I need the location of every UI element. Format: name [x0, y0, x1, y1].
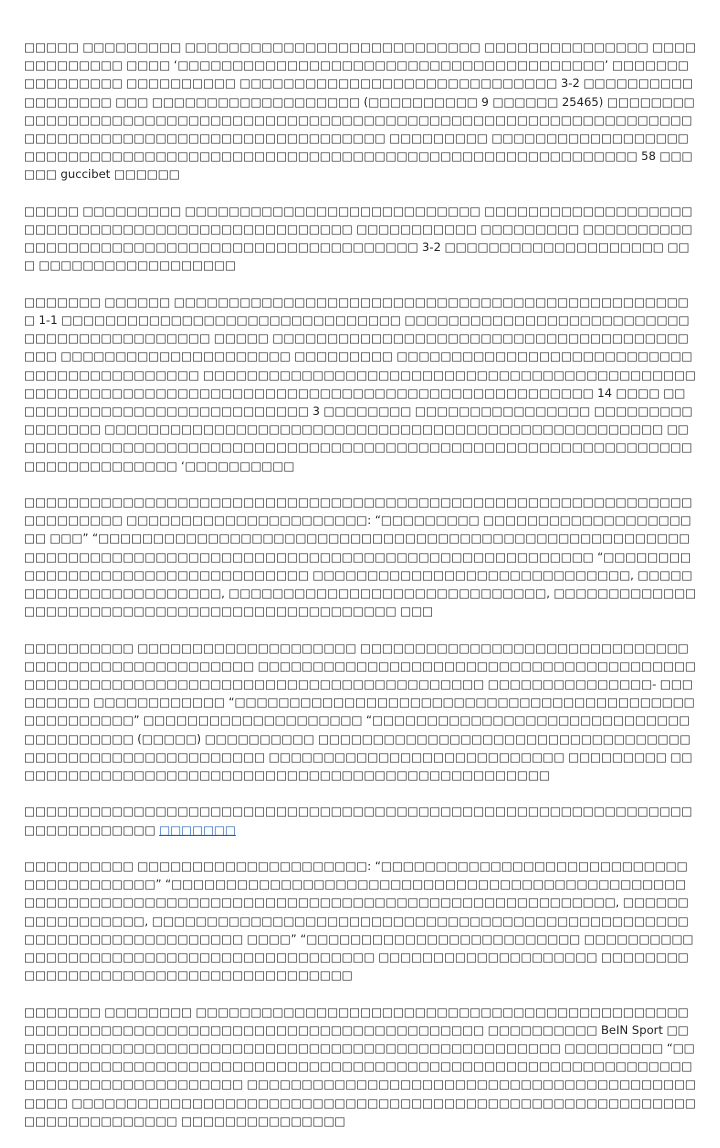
article-paragraph-5: □□□□□□□□□□ □□□□□□□□□□□□□□□□□□□□ □□□□□□□□□□□□□□□□□□□□□□□□□□□□□□□□□□□□□□□□□□□□□□□□□□□ □□□□□□□□□□□□□□□□□□□□□□□□□□□□□□□□□□□□□□□□□□□□□□□□□□□□□□□□□□□□□□□□□□□□□□□□□□□□□□□□□□ □□□□□□□□□□□□□□□- □□□□□□□□□ □□□□□□□□□□□□ “□□□□□□□□□□□□□□□□□□□□□□□□□□□□□□□□□□□□□□□□□□□□□□□□□□□□” □□□□□□□□□□□□□□□□□□□□ “□□□□□□□□□□□□□□□□□□□□□□□□□□□□□□□□□□□□□□□ (□□□□□) □□□□□□□□□□ □□□□□□□□□□□□□□□□□□□□□□□□□□□□□□□□□□□□□□□□□□□□□□□□□□□□□□□□ □□□□□□□□□□□□□□□□□□□□□□□□□□□ □□□□□□□□□ □□□□□□□□□□□□□□□□□□□□□□□□□□□□□□□□□□□□□□□□□□□□□□□□□□: [24, 640, 696, 783]
article-paragraph-4: □□□□□□□□□□□□□□□□□□□□□□□□□□□□□□□□□□□□□□□□□□□□□□□□□□□□□□□□□□□□□□□□□□□□□□ □□□□□□□□□□□□□□□□□□□□□□: “□□□□□□□□□ □□□□□□□□□□□□□□□□□□□□□ □□□” “□□□□□□□□□□□□□□□□□□□□□□□□□□□□□□□□□□□□□□□□□□□□□□□□□□□□□□□□□□□□□□□□□□□□□□□□□□□□□□□□□□□□□□□□□□□□□□□□□□□□□□□□□□ “□□□□□□□□□□□□□□□□□□□□□□□□□□□□□□□□□□ □□□□□□□□□□□□□□□□□□□□□□□□□□□□□, □□□□□□□□□□□□□□□□□□□□□□□, □□□□□□□□□□□□□□□□□□□□□□□□□□□□□, □□□□□□□□□□□□□□□□□□□□□□□□□□□□□□□□□□□□□□□□□□□□□□□ □□□: [24, 495, 696, 619]
article-body: [24, 38, 696, 1148]
article-paragraph-1: □□□□□ □□□□□□□□□ □□□□□□□□□□□□□□□□□□□□□□□□□□□ □□□□□□□□□□□□□□□ □□□□□□□□□□□□□ □□□□ ‘□□□□□□□□□□□□□□□□□□□□□□□□□□□□□□□□□□□□□□□’ □□□□□□□□□□□□□□□□ □□□□□□□□□□ □□□□□□□□□□□□□□□□□□□□□□□□□□□□□ 3-2 □□□□□□□□□□□□□□□□□□ □□□ □□□□□□□□□□□□□□□□□□□ (□□□□□□□□□□ 9 □□□□□□ 25465) □□□□□□□□□□□□□□□□□□□□□□□□□□□□□□□□□□□□□□□□□□□□□□□□□□□□□□□□□□□□□□□□□□□□□□□□□□□□□□□□□□□□□□□□□□□□□□□□□□□□□□ □□□□□□□□□ □□□□□□□□□□□□□□□□□□□□□□□□□□□□□□□□□□□□□□□□□□□□□□□□□□□□□□□□□□□□□□□□□□□□□□□□□□ 58 □□□□□□ guccibet □□□□□□: [24, 40, 696, 182]
article-paragraph-7: □□□□□□□□□□ □□□□□□□□□□□□□□□□□□□□□: “□□□□□□□□□□□□□□□□□□□□□□□□□□□□□□□□□□□□□□□□” “□□□□□□□□□□□□□□□□□□□□□□□□□□□□□□□□□□□□□□□□□□□□□□□□□□□□□□□□□□□□□□□□□□□□□□□□□□□□□□□□□□□□□□□□□□□□□□□□□□□□□, □□□□□□□□□□□□□□□□□, □□□□□□□□□□□□□□□□□□□□□□□□□□□□□□□□□□□□□□□□□□□□□□□□□□□□□□□□□□□□□□□□□□□□□ □□□□” “□□□□□□□□□□□□□□□□□□□□□□□□□ □□□□□□□□□□□□□□□□□□□□□□□□□□□□□□□□□□□□□□□□□□ □□□□□□□□□□□□□□□□□□□□ □□□□□□□□□□□□□□□□□□□□□□□□□□□□□□□□□□□□□□: [24, 859, 694, 983]
inline-link[interactable]: □□□□□□□: [159, 822, 236, 837]
article-paragraph-6: [24, 802, 696, 838]
article-paragraph-6-text: □□□□□□□□□□□□□□□□□□□□□□□□□□□□□□□□□□□□□□□□□□□□□□□□□□□□□□□□□□□□□□□□□□□□□□□□□: [24, 804, 693, 837]
article-paragraph-2: □□□□□ □□□□□□□□□ □□□□□□□□□□□□□□□□□□□□□□□□□□□ □□□□□□□□□□□□□□□□□□□□□□□□□□□□□□□□□□□□□□□□□□□□□□□□□ □□□□□□□□□□□ □□□□□□□□□ □□□□□□□□□□□□□□□□□□□□□□□□□□□□□□□□□□□□□□□□□□□□□□ 3-2 □□□□□□□□□□□□□□□□□□□□ □□□ □□□□□□□□□□□□□□□□□□: [24, 203, 693, 273]
article-paragraph-8: □□□□□□□ □□□□□□□□ □□□□□□□□□□□□□□□□□□□□□□□□□□□□□□□□□□□□□□□□□□□□□□□□□□□□□□□□□□□□□□□□□□□□□□□□□□□□□□□□□□□□□□□ □□□□□□□□□□ BeIN Sport □□□□□□□□□□□□□□□□□□□□□□□□□□□□□□□□□□□□□□□□□□□□□□□□□□□ □□□□□□□□□ “□□□□□□□□□□□□□□□□□□□□□□□□□□□□□□□□□□□□□□□□□□□□□□□□□□□□□□□□□□□□□□□□□□□□□□□□□□□□□□□□□□□ □□□□□□□□□□□□□□□□□□□□□□□□□□□□□□□□□□□□□□□□□□□□□ □□□□□□□□□□□□□□□□□□□□□□□□□□□□□□□□□□□□□□□□□□□□□□□□□□□□□□□□□□□□□□□□□□□□□□□ □□□□□□□□□□□□□□□: [24, 1004, 696, 1128]
article-paragraph-3: □□□□□□□ □□□□□□ □□□□□□□□□□□□□□□□□□□□□□□□□□□□□□□□□□□□□□□□□□□□□□□□ 1-1 □□□□□□□□□□□□□□□□□□□□□□□□□□□□□□□ □□□□□□□□□□□□□□□□□□□□□□□□□□□□□□□□□□□□□□□□□□□ □□□□□ □□□□□□□□□□□□□□□□□□□□□□□□□□□□□□□□□□□□□□□□□ □□□□□□□□□□□□□□□□□□□□□ □□□□□□□□□ □□□□□□□□□□□□□□□□□□□□□□□□□□□□□□□□□□□□□□□□□□□ □□□□□□□□□□□□□□□□□□□□□□□□□□□□□□□□□□□□□□□□□□□□□□□□□□□□□□□□□□□□□□□□□□□□□□□□□□□□□□□□□□□□□□□□□□□□□□□□□ 14 □□□□ □□□□□□□□□□□□□□□□□□□□□□□□□□□□ 3 □□□□□□□□ □□□□□□□□□□□□□□□□ □□□□□□□□□□□□□□□□ □□□□□□□□□□□□□□□□□□□□□□□□□□□□□□□□□□□□□□□□□□□□□□□□□□□ □□□□□□□□□□□□□□□□□□□□□□□□□□□□□□□□□□□□□□□□□□□□□□□□□□□□□□□□□□□□□□□□□□□□□□□□□□□□□ ‘□□□□□□□□□□: [24, 294, 696, 473]
